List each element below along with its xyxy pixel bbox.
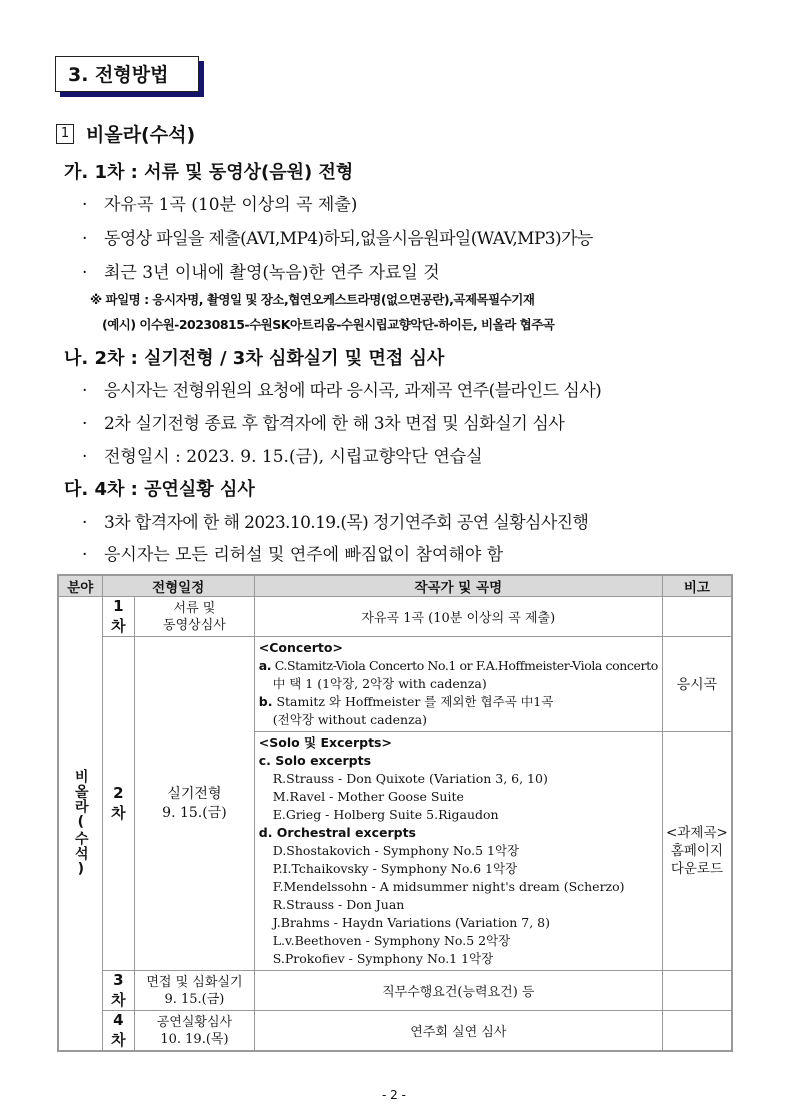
- header-pieces: 작곡가 및 곡명: [254, 575, 662, 597]
- filename-note: ※ 파일명 : 응시자명, 촬영일 및 장소,협연오케스트라명(없으면공란),곡제목필수기재: [90, 292, 535, 307]
- bullet-item: [82, 409, 564, 434]
- bullet-dot-icon: ·: [82, 263, 88, 283]
- bullet-item: [82, 258, 440, 283]
- stage-cell: 1차: [102, 597, 135, 637]
- excerpt-item: L.v.Beethoven - Symphony No.5 2악장: [272, 933, 511, 948]
- table-row: [58, 1011, 732, 1052]
- orchestral-title: d. Orchestral excerpts: [258, 825, 416, 840]
- stage-cell: 2차: [102, 637, 135, 971]
- bullet-text: 동영상 파일을 제출(AVI,MP4)하되,없을시음원파일(WAV,MP3)가능: [104, 229, 593, 249]
- pieces-cell: 직무수행요건(능력요건) 등: [254, 971, 662, 1011]
- bullet-text: 2차 실기전형 종료 후 합격자에 한 해 3차 면접 및 심화실기 심사: [104, 414, 565, 434]
- remarks-cell: [662, 597, 732, 637]
- pieces-cell: 연주회 실연 심사: [254, 1011, 662, 1052]
- table-row: [58, 597, 732, 637]
- schedule-cell: [135, 597, 255, 637]
- schedule-cell: [135, 637, 255, 971]
- bullet-dot-icon: ·: [82, 447, 88, 467]
- excerpt-item: R.Strauss - Don Juan: [272, 897, 405, 912]
- filename-example: (예시) 이수원-20230815-수원SK아트리움-수원시립교향악단-하이든, 비올라 협주곡: [102, 317, 555, 332]
- item-text: (전악장 without cadenza): [272, 712, 427, 727]
- excerpt-item: E.Grieg - Holberg Suite 5.Rigaudon: [272, 807, 499, 822]
- concerto-heading: <Concerto>: [258, 640, 343, 655]
- stage-cell: 3차: [102, 971, 135, 1011]
- concerto-cell: [254, 637, 662, 732]
- table-row: [58, 971, 732, 1011]
- solo-title: c. Solo excerpts: [258, 753, 372, 768]
- bullet-item: [82, 376, 601, 401]
- bullet-dot-icon: ·: [82, 513, 88, 533]
- schedule-line: 10. 19.(목): [160, 1031, 229, 1047]
- page-number: - 2 -: [382, 1088, 406, 1102]
- section-title: 3. 전형방법: [55, 56, 199, 92]
- excerpt-item: J.Brahms - Haydn Variations (Variation 7, 8): [272, 915, 550, 930]
- bullet-text: 응시자는 전형위원의 요청에 따라 응시곡, 과제곡 연주(블라인드 심사): [104, 381, 602, 401]
- schedule-line: 동영상심사: [163, 617, 226, 633]
- remarks-cell: [662, 1011, 732, 1052]
- remarks-cell: 응시곡: [662, 637, 732, 732]
- excerpt-item: P.I.Tchaikovsky - Symphony No.6 1악장: [272, 861, 518, 876]
- bullet-text: 최근 3년 이내에 촬영(녹음)한 연주 자료일 것: [104, 263, 440, 283]
- schedule-line: 9. 15.(금): [162, 804, 227, 821]
- item-text: C.Stamitz-Viola Concerto No.1 or F.A.Hoffmeister-Viola concerto: [274, 658, 658, 673]
- remarks-line: 홈페이지: [670, 843, 723, 859]
- bullet-item: [82, 224, 593, 249]
- part-b-title: 나. 2차 : 실기전형 / 3차 심화실기 및 면접 심사: [64, 348, 445, 369]
- excerpt-item: M.Ravel - Mother Goose Suite: [272, 789, 464, 804]
- stage-cell: 4차: [102, 1011, 135, 1052]
- schedule-line: 서류 및: [173, 600, 216, 616]
- field-value: 비올라(수석): [72, 769, 89, 878]
- excerpts-heading: <Solo 및 Excerpts>: [258, 735, 392, 750]
- bullet-item: [82, 190, 357, 215]
- schedule-line: 9. 15.(금): [164, 991, 225, 1007]
- bullet-text: 전형일시 : 2023. 9. 15.(금), 시립교향악단 연습실: [104, 447, 483, 467]
- part-a-title: 가. 1차 : 서류 및 동영상(음원) 전형: [64, 162, 354, 183]
- bullet-item: [82, 442, 483, 467]
- subsection-title: 비올라(수석): [86, 124, 196, 146]
- item-label: b.: [258, 694, 273, 709]
- schedule-cell: [135, 971, 255, 1011]
- bullet-dot-icon: ·: [82, 195, 88, 215]
- remarks-cell: [662, 971, 732, 1011]
- number-box: 1: [56, 124, 74, 144]
- schedule-line: 실기전형: [167, 785, 222, 802]
- subsection-heading: [56, 120, 195, 147]
- table-header-row: [58, 575, 732, 597]
- bullet-item: [82, 508, 588, 533]
- bullet-text: 3차 합격자에 한 해 2023.10.19.(목) 정기연주회 공연 실황심사진행: [104, 513, 589, 533]
- schedule-line: 면접 및 심화실기: [146, 974, 243, 990]
- excerpt-item: R.Strauss - Don Quixote (Variation 3, 6, 10): [272, 771, 548, 786]
- bullet-text: 자유곡 1곡 (10분 이상의 곡 제출): [104, 195, 358, 215]
- item-text: 中 택 1 (1악장, 2악장 with cadenza): [272, 676, 487, 691]
- audition-table: [57, 574, 733, 1052]
- schedule-cell: [135, 1011, 255, 1052]
- bullet-dot-icon: ·: [82, 414, 88, 434]
- excerpt-item: D.Shostakovich - Symphony No.5 1악장: [272, 843, 520, 858]
- remarks-cell: [662, 732, 732, 971]
- part-c-title: 다. 4차 : 공연실황 심사: [64, 479, 255, 500]
- bullet-item: [82, 540, 503, 565]
- remarks-line: <과제곡>: [666, 825, 728, 841]
- table-row: [58, 637, 732, 732]
- schedule-line: 공연실황심사: [156, 1014, 233, 1030]
- bullet-text: 응시자는 모든 리허설 및 연주에 빠짐없이 참여해야 함: [104, 545, 504, 565]
- bullet-dot-icon: ·: [82, 381, 88, 401]
- excerpts-cell: [254, 732, 662, 971]
- header-field: 분야: [58, 575, 102, 597]
- remarks-line: 다운로드: [670, 861, 723, 877]
- field-cell: [58, 597, 102, 1052]
- pieces-cell: 자유곡 1곡 (10분 이상의 곡 제출): [254, 597, 662, 637]
- bullet-dot-icon: ·: [82, 545, 88, 565]
- item-text: Stamitz 와 Hoffmeister 를 제외한 협주곡 中1곡: [276, 694, 554, 709]
- excerpt-item: F.Mendelssohn - A midsummer night's dream (Scherzo): [272, 879, 625, 894]
- bullet-dot-icon: ·: [82, 229, 88, 249]
- header-remarks: 비고: [662, 575, 732, 597]
- header-schedule: 전형일정: [102, 575, 254, 597]
- excerpt-item: S.Prokofiev - Symphony No.1 1악장: [272, 951, 494, 966]
- item-label: a.: [258, 658, 272, 673]
